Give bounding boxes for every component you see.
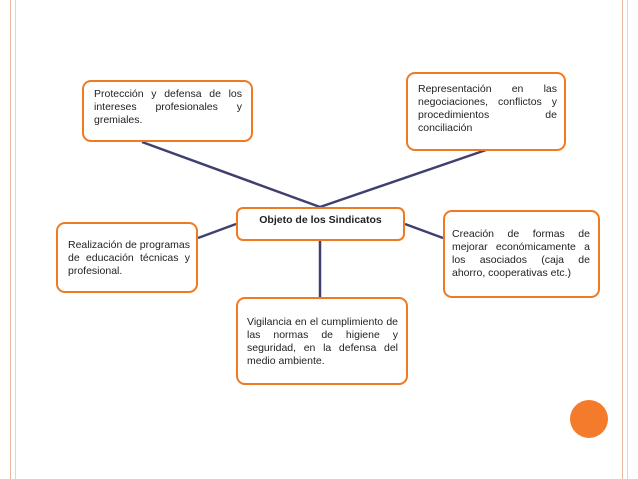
connector-top-right xyxy=(320,150,486,207)
decorative-orange-circle xyxy=(570,400,608,438)
node-education-text: Realización de programas de educación técnicas y profesional. xyxy=(68,239,190,277)
node-representation-text: Representación en las negociaciones, conflictos y procedimientos de conciliación xyxy=(418,83,557,134)
connector-right xyxy=(405,224,443,238)
center-node xyxy=(236,207,405,241)
node-representation xyxy=(406,72,566,151)
node-education xyxy=(56,222,198,293)
node-economic xyxy=(443,210,600,298)
node-protection-text: Protección y defensa de los intereses profesionales y gremiales. xyxy=(94,88,242,126)
connector-left xyxy=(198,224,236,238)
node-economic-text: Creación de formas de mejorar económicamente a los asociados (caja de ahorro, cooperativas etc.) xyxy=(452,228,590,279)
node-vigilance xyxy=(236,297,408,385)
center-node-label: Objeto de los Sindicatos xyxy=(259,214,382,226)
connector-top-left xyxy=(142,142,320,207)
node-vigilance-text: Vigilancia en el cumplimiento de las normas de higiene y seguridad, en la defensa del medio ambiente. xyxy=(247,316,398,367)
node-protection xyxy=(82,80,253,142)
